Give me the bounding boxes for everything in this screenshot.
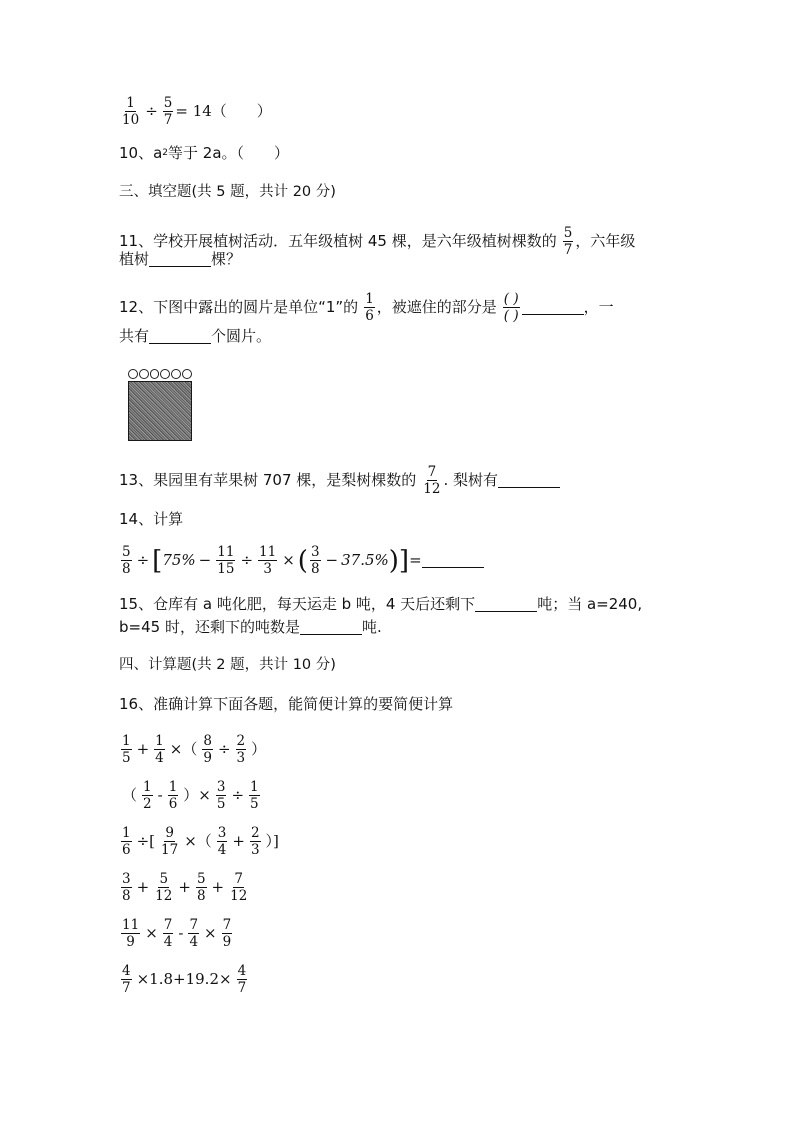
fraction: $\frac{11}{3}$ <box>259 544 277 578</box>
visible-discs <box>128 369 192 379</box>
fraction: $\frac{4}{7}$ <box>122 963 131 997</box>
fraction: $\frac{7}{12}$ <box>230 871 248 905</box>
section-heading-4: 四、计算题(共 2 题，共计 10 分) <box>119 657 336 673</box>
fraction: $\frac{1}{5}$ <box>122 733 131 767</box>
fraction: $\frac{1}{2}$ <box>143 779 152 813</box>
fraction: $\frac{7}{4}$ <box>189 917 199 951</box>
fraction: $\frac{11}{9}$ <box>122 917 140 951</box>
cover-box <box>128 381 192 441</box>
fraction: $\frac{3}{8}$ <box>310 544 320 578</box>
answer-blank[interactable] <box>522 300 584 315</box>
fraction: $\frac{8}{9}$ <box>203 733 212 767</box>
question-12-line2: 共有 个圆片。 <box>119 327 272 345</box>
fraction: $\frac{2}{3}$ <box>250 825 260 859</box>
disc-icon <box>160 369 170 379</box>
fraction: $\frac{5}{7}$ <box>163 95 173 129</box>
answer-blank[interactable] <box>149 252 211 267</box>
answer-blank[interactable] <box>498 473 560 488</box>
fraction: $\frac{1}{6}$ <box>168 779 178 813</box>
answer-blank[interactable] <box>300 620 362 635</box>
question-16-label: 16、准确计算下面各题，能简便计算的要简便计算 <box>119 695 454 713</box>
disc-icon <box>182 369 192 379</box>
disc-icon <box>171 369 181 379</box>
answer-blank[interactable] <box>422 553 484 568</box>
disc-icon <box>150 369 160 379</box>
fraction: $\frac{5}{8}$ <box>196 871 206 905</box>
fraction: $\frac{1}{6}$ <box>122 825 131 859</box>
calc-expression-5: $\frac{11}{9}$ × $\frac{7}{4}$ - $\frac{7}{4}$ × $\frac{7}{9}$ <box>122 917 232 951</box>
question-14-expression: $\frac{5}{8}$ ÷ [ 75% − $\frac{11}{15}$ ÷ $\frac{11}{3}$ × ( $\frac{3}{8}$ − 37.5% ) ] = <box>119 545 484 576</box>
fraction: $\frac{1}{10}$ <box>122 95 140 129</box>
question-11: 11、学校开展植树活动．五年级植树 45 棵，是六年级植树棵数的 $\frac{5}{7}$ ，六年级 <box>119 225 636 259</box>
question-13: 13、果园里有苹果树 707 棵，是梨树棵数的 $\frac{7}{12}$ . 梨树有 <box>119 465 560 496</box>
fraction: $\frac{3}{5}$ <box>216 779 226 813</box>
fraction: $\frac{2}{3}$ <box>236 733 246 767</box>
question-15: 15、仓库有 a 吨化肥，每天运走 b 吨，4 天后还剩下 吨；当 a=240, <box>119 595 643 613</box>
fraction: $\frac{9}{17}$ <box>161 825 179 859</box>
calc-expression-6: $\frac{4}{7}$ ×1.8+19.2× $\frac{4}{7}$ <box>122 963 247 997</box>
blank-fraction[interactable]: $\frac{( )}{( )}$ <box>503 291 519 325</box>
question-14-label: 14、计算 <box>119 510 184 528</box>
fraction: $\frac{7}{4}$ <box>163 917 173 951</box>
question-15-line2: b=45 时，还剩下的吨数是 吨. <box>119 618 382 636</box>
answer-blank[interactable] <box>149 329 211 344</box>
fraction: $\frac{7}{12}$ <box>423 464 441 498</box>
disc-icon <box>128 369 138 379</box>
fraction: $\frac{3}{4}$ <box>217 825 227 859</box>
fraction: $\frac{11}{15}$ <box>217 544 235 578</box>
question-12: 12、下图中露出的圆片是单位“1”的 $\frac{1}{6}$ ，被遮住的部分是 $\frac{( )}{( )}$ ，一 <box>119 291 614 325</box>
fraction: $\frac{5}{7}$ <box>563 225 573 259</box>
calc-expression-4: $\frac{3}{8}$ + $\frac{5}{12}$ + $\frac{5}{8}$ + $\frac{7}{12}$ <box>122 871 248 905</box>
fraction: $\frac{5}{8}$ <box>122 544 131 578</box>
fraction: $\frac{4}{7}$ <box>237 963 247 997</box>
calc-expression-1: $\frac{1}{5}$ + $\frac{1}{4}$ ×（ $\frac{8}{9}$ ÷ $\frac{2}{3}$ ） <box>122 733 267 767</box>
answer-blank[interactable] <box>475 597 537 612</box>
fraction: $\frac{7}{9}$ <box>222 917 232 951</box>
covered-discs-figure <box>128 369 192 441</box>
q9-expression: $\frac{1}{10}$ ÷ $\frac{5}{7}$ = 14（ ） <box>122 95 272 129</box>
question-11-line2: 植树 棵？ <box>119 250 242 268</box>
calc-expression-3: $\frac{1}{6}$ ÷[ $\frac{9}{17}$ ×（ $\frac{3}{4}$ + $\frac{2}{3}$ ）] <box>122 825 279 859</box>
fraction: $\frac{1}{6}$ <box>365 291 374 325</box>
disc-icon <box>139 369 149 379</box>
calc-expression-2: （ $\frac{1}{2}$ - $\frac{1}{6}$ ）× $\frac{3}{5}$ ÷ $\frac{1}{5}$ <box>122 779 259 813</box>
fraction: $\frac{1}{4}$ <box>155 733 164 767</box>
fraction: $\frac{5}{12}$ <box>155 871 173 905</box>
question-10: 10、a 2 等于 2a。（ ） <box>119 144 290 162</box>
fraction: $\frac{3}{8}$ <box>122 871 131 905</box>
fraction: $\frac{1}{5}$ <box>250 779 259 813</box>
section-heading-3: 三、填空题(共 5 题，共计 20 分) <box>119 184 336 200</box>
